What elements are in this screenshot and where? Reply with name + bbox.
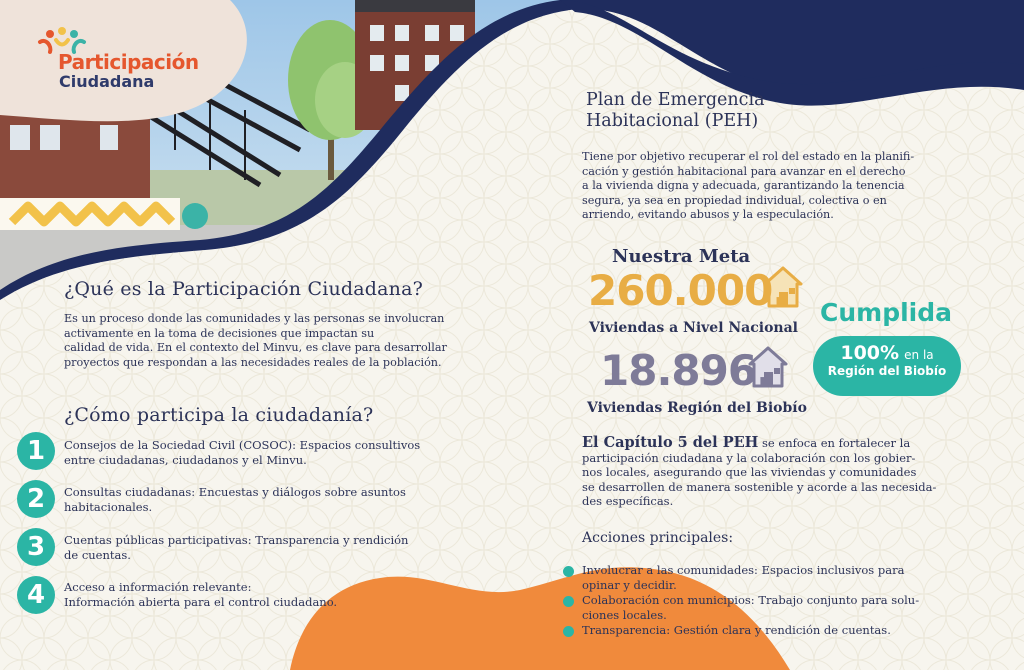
teal-dot-decoration (182, 203, 208, 229)
logo-subtitle: Ciudadana (59, 72, 155, 91)
completion-region: Región del Biobío (827, 364, 947, 378)
meta-label: Nuestra Meta (612, 246, 751, 267)
paragraph-line: des específicas. (582, 494, 674, 508)
accion-item-2 (582, 593, 982, 622)
completion-badge (813, 336, 961, 396)
accion-line: Involucrar a las comunidades: Espacios inclusivos para (582, 563, 905, 577)
paragraph-line: se desarrollen de manera sostenible y acorde a las necesida- (582, 479, 937, 494)
peh-title (586, 90, 765, 132)
bullet-dot (563, 566, 574, 577)
step-item-1 (64, 438, 464, 467)
national-goal-number: 260.000. (588, 266, 788, 315)
paragraph-line: calidad de vida. En el contexto del Minvu, es clave para desarrollar (64, 341, 447, 354)
accion-line: ciones locales. (582, 607, 667, 622)
step-number-circle: 4 (17, 576, 55, 614)
paragraph-line: segura, ya sea en propiedad individual, colectiva o en (582, 193, 887, 207)
que-es-heading: ¿Qué es la Participación Ciudadana? (64, 278, 424, 300)
paragraph-line: cación y gestión habitacional para avanzar en el derecho (582, 164, 906, 178)
paragraph-line: nos locales, asegurando que las viviendas y comunidades (582, 465, 917, 479)
step-number-circle: 2 (17, 480, 55, 518)
bullet-dot (563, 596, 574, 607)
paragraph-line: se enfoca en fortalecer la (758, 436, 911, 450)
step-line: de cuentas. (64, 547, 131, 562)
paragraph-line: Es un proceso donde las comunidades y las personas se involucran (64, 312, 445, 325)
accion-line: Colaboración con municipios: Trabajo conjunto para solu- (582, 593, 920, 607)
step-line: Información abierta para el control ciudadano. (64, 594, 338, 609)
paragraph-line: activamente en la toma de decisiones que impactan su (64, 326, 375, 340)
paragraph-line: proyectos que respondan a las necesidades reales de la población. (64, 355, 442, 369)
bullet-dot (563, 626, 574, 637)
step-line: habitacionales. (64, 499, 153, 514)
peh-paragraph (582, 150, 982, 223)
national-goal-label: Viviendas a Nivel Nacional (589, 320, 799, 336)
paragraph-line: arriendo, evitando abusos y la especulación. (582, 208, 834, 221)
region-label: Viviendas Región del Biobío (587, 400, 807, 416)
completion-suffix: en la (904, 348, 934, 362)
step-line: Acceso a información relevante: (64, 580, 252, 594)
zigzag-decoration (0, 198, 180, 230)
capitulo-lead: El Capítulo 5 del PEH (582, 434, 759, 451)
logo-title: Participación (58, 50, 199, 74)
step-item-2 (64, 485, 464, 514)
peh-title-line: Habitacional (PEH) (586, 111, 759, 131)
step-item-3 (64, 533, 464, 562)
que-es-paragraph (64, 312, 524, 370)
acciones-heading: Acciones principales: (582, 530, 734, 546)
accion-item-1 (582, 563, 982, 592)
step-item-4 (64, 580, 464, 609)
step-number-circle: 3 (17, 528, 55, 566)
paragraph-line: a la vivienda digna y adecuada, garantizando la tenencia (582, 179, 905, 192)
accion-line: opinar y decidir. (582, 577, 677, 592)
paragraph-line: participación ciudadana y la colaboración con los gobier- (582, 450, 916, 465)
como-heading: ¿Cómo participa la ciudadanía? (64, 404, 374, 426)
cumplida-label: Cumplida (820, 298, 952, 327)
step-line: Consultas ciudadanas: Encuestas y diálogos sobre asuntos (64, 485, 406, 499)
region-number: 18.896. (600, 346, 772, 395)
step-line: Consejos de la Sociedad Civil (COSOC): Espacios consultivos (64, 438, 421, 452)
step-line: Cuentas públicas participativas: Transparencia y rendición (64, 533, 409, 547)
accion-line: Transparencia: Gestión clara y rendición de cuentas. (582, 623, 891, 637)
peh-title-line: Plan de Emergencia (586, 90, 765, 110)
accion-item-3 (582, 623, 982, 638)
paragraph-line: Tiene por objetivo recuperar el rol del estado en la planifi- (582, 150, 915, 163)
step-number-circle: 1 (17, 432, 55, 470)
completion-percent: 100% (840, 342, 900, 364)
step-line: entre ciudadanas, ciudadanos y el Minvu. (64, 452, 307, 467)
capitulo-paragraph (582, 436, 977, 509)
